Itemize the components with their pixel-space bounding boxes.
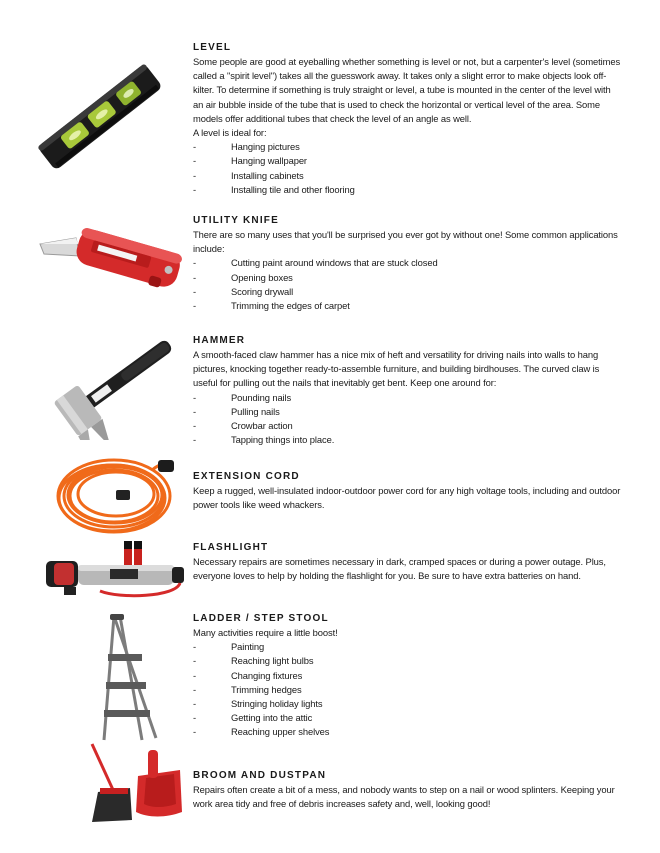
list-item-text: Trimming hedges (231, 683, 302, 695)
bullet-list (193, 391, 623, 448)
list-item (193, 697, 623, 711)
list-item-text: Tapping things into place. (231, 434, 335, 446)
dash-marker: - (193, 183, 197, 195)
section-paragraph: There are so many uses that you'll be surprised you ever got by without one! Some common applications include: (193, 229, 618, 255)
section-title: UTILITY KNIFE (193, 215, 279, 226)
list-item-text: Installing cabinets (231, 169, 304, 181)
dash-marker: - (193, 641, 197, 653)
list-item-text: Reaching upper shelves (231, 726, 330, 738)
section-paragraph: A smooth-faced claw hammer has a nice mix of heft and versatility for driving nails into walls to hang pictures, knocking together ready-to-assemble furniture, and building birdhouses. The curved claw is useful for pulling out the nails that inevitably get bent. Keep one around for: (193, 349, 600, 389)
spirit-level-image (30, 62, 170, 177)
list-item-text: Trimming the edges of carpet (231, 300, 350, 312)
list-item-text: Getting into the attic (231, 712, 313, 724)
list-item (193, 433, 623, 447)
bullet-list (193, 256, 623, 313)
dash-marker: - (193, 285, 197, 297)
list-item-text: Pounding nails (231, 391, 292, 403)
list-item (193, 169, 623, 183)
utility-knife-image (36, 222, 186, 315)
dash-marker: - (193, 698, 197, 710)
dash-marker: - (193, 405, 197, 417)
claw-hammer-image (50, 330, 190, 445)
dash-marker: - (193, 169, 197, 181)
dash-marker: - (193, 300, 197, 312)
list-item (193, 299, 623, 313)
dash-marker: - (193, 712, 197, 724)
list-item (193, 640, 623, 654)
list-item-text: Scoring drywall (231, 285, 294, 297)
list-item (193, 285, 623, 299)
dash-marker: - (193, 141, 197, 153)
list-intro: A level is ideal for: (193, 127, 267, 139)
list-item (193, 405, 623, 419)
list-item (193, 183, 623, 197)
bullet-list (193, 640, 623, 739)
dash-marker: - (193, 391, 197, 403)
dash-marker: - (193, 655, 197, 667)
dash-marker: - (193, 726, 197, 738)
section-title: BROOM AND DUSTPAN (193, 770, 327, 781)
section-paragraph: Keep a rugged, well-insulated indoor-outdoor power cord for any high voltage tools, including and outdoor power tools like weed whackers. (193, 485, 621, 511)
list-item (193, 683, 623, 697)
step-stool-image (98, 612, 168, 749)
flashlight-image (40, 535, 190, 610)
section-paragraph: Necessary repairs are sometimes necessary in dark, cramped spaces or during a power outage. Plus, everyone loves to help by holding the flashlight for you. Be sure to have extra batteries on hand. (193, 556, 606, 582)
list-item-text: Painting (231, 641, 265, 653)
list-item (193, 256, 623, 270)
section-paragraph: Some people are good at eyeballing whether something is level or not, but a carpenter's level (sometimes called a "spirit level") takes all the guesswork away. It takes only a slight error to make objects look off-kilter. To determine if something is truly straight or level, a tube is mounted in the center of the level with an air bubble inside of the tube that is used to check the horizontal or vertical level of the area. Some models offer additional tubes that check the level of an angle as well. (193, 56, 621, 124)
bullet-list (193, 140, 623, 197)
section-paragraph: Many activities require a little boost! (193, 627, 338, 638)
list-item-text: Hanging wallpaper (231, 155, 307, 167)
dash-marker: - (193, 683, 197, 695)
list-item-text: Stringing holiday lights (231, 698, 323, 710)
dash-marker: - (193, 669, 197, 681)
broom-dustpan-image (86, 742, 186, 829)
dash-marker: - (193, 434, 197, 446)
list-item (193, 140, 623, 154)
dash-marker: - (193, 420, 197, 432)
list-item (193, 711, 623, 725)
section-title: LEVEL (193, 42, 232, 53)
section-title: FLASHLIGHT (193, 542, 269, 553)
extension-cord-image (52, 450, 182, 543)
list-item-text: Installing tile and other flooring (231, 183, 355, 195)
list-item (193, 271, 623, 285)
list-item (193, 419, 623, 433)
section-title: EXTENSION CORD (193, 471, 300, 482)
section-paragraph: Repairs often create a bit of a mess, and nobody wants to step on a nail or wood splinters. Keeping your work area tidy and free of debris increases safety and, well, looking good! (193, 784, 615, 810)
section-title: LADDER / STEP STOOL (193, 613, 329, 624)
list-item-text: Crowbar action (231, 420, 293, 432)
list-item (193, 391, 623, 405)
list-item-text: Changing fixtures (231, 669, 303, 681)
list-item-text: Cutting paint around windows that are stuck closed (231, 257, 438, 269)
list-item (193, 154, 623, 168)
list-item (193, 725, 623, 739)
section-title: HAMMER (193, 335, 246, 346)
list-item-text: Reaching light bulbs (231, 655, 314, 667)
list-item (193, 669, 623, 683)
list-item-text: Opening boxes (231, 271, 293, 283)
dash-marker: - (193, 257, 197, 269)
dash-marker: - (193, 155, 197, 167)
list-item-text: Pulling nails (231, 405, 280, 417)
list-item-text: Hanging pictures (231, 141, 300, 153)
dash-marker: - (193, 271, 197, 283)
list-item (193, 654, 623, 668)
